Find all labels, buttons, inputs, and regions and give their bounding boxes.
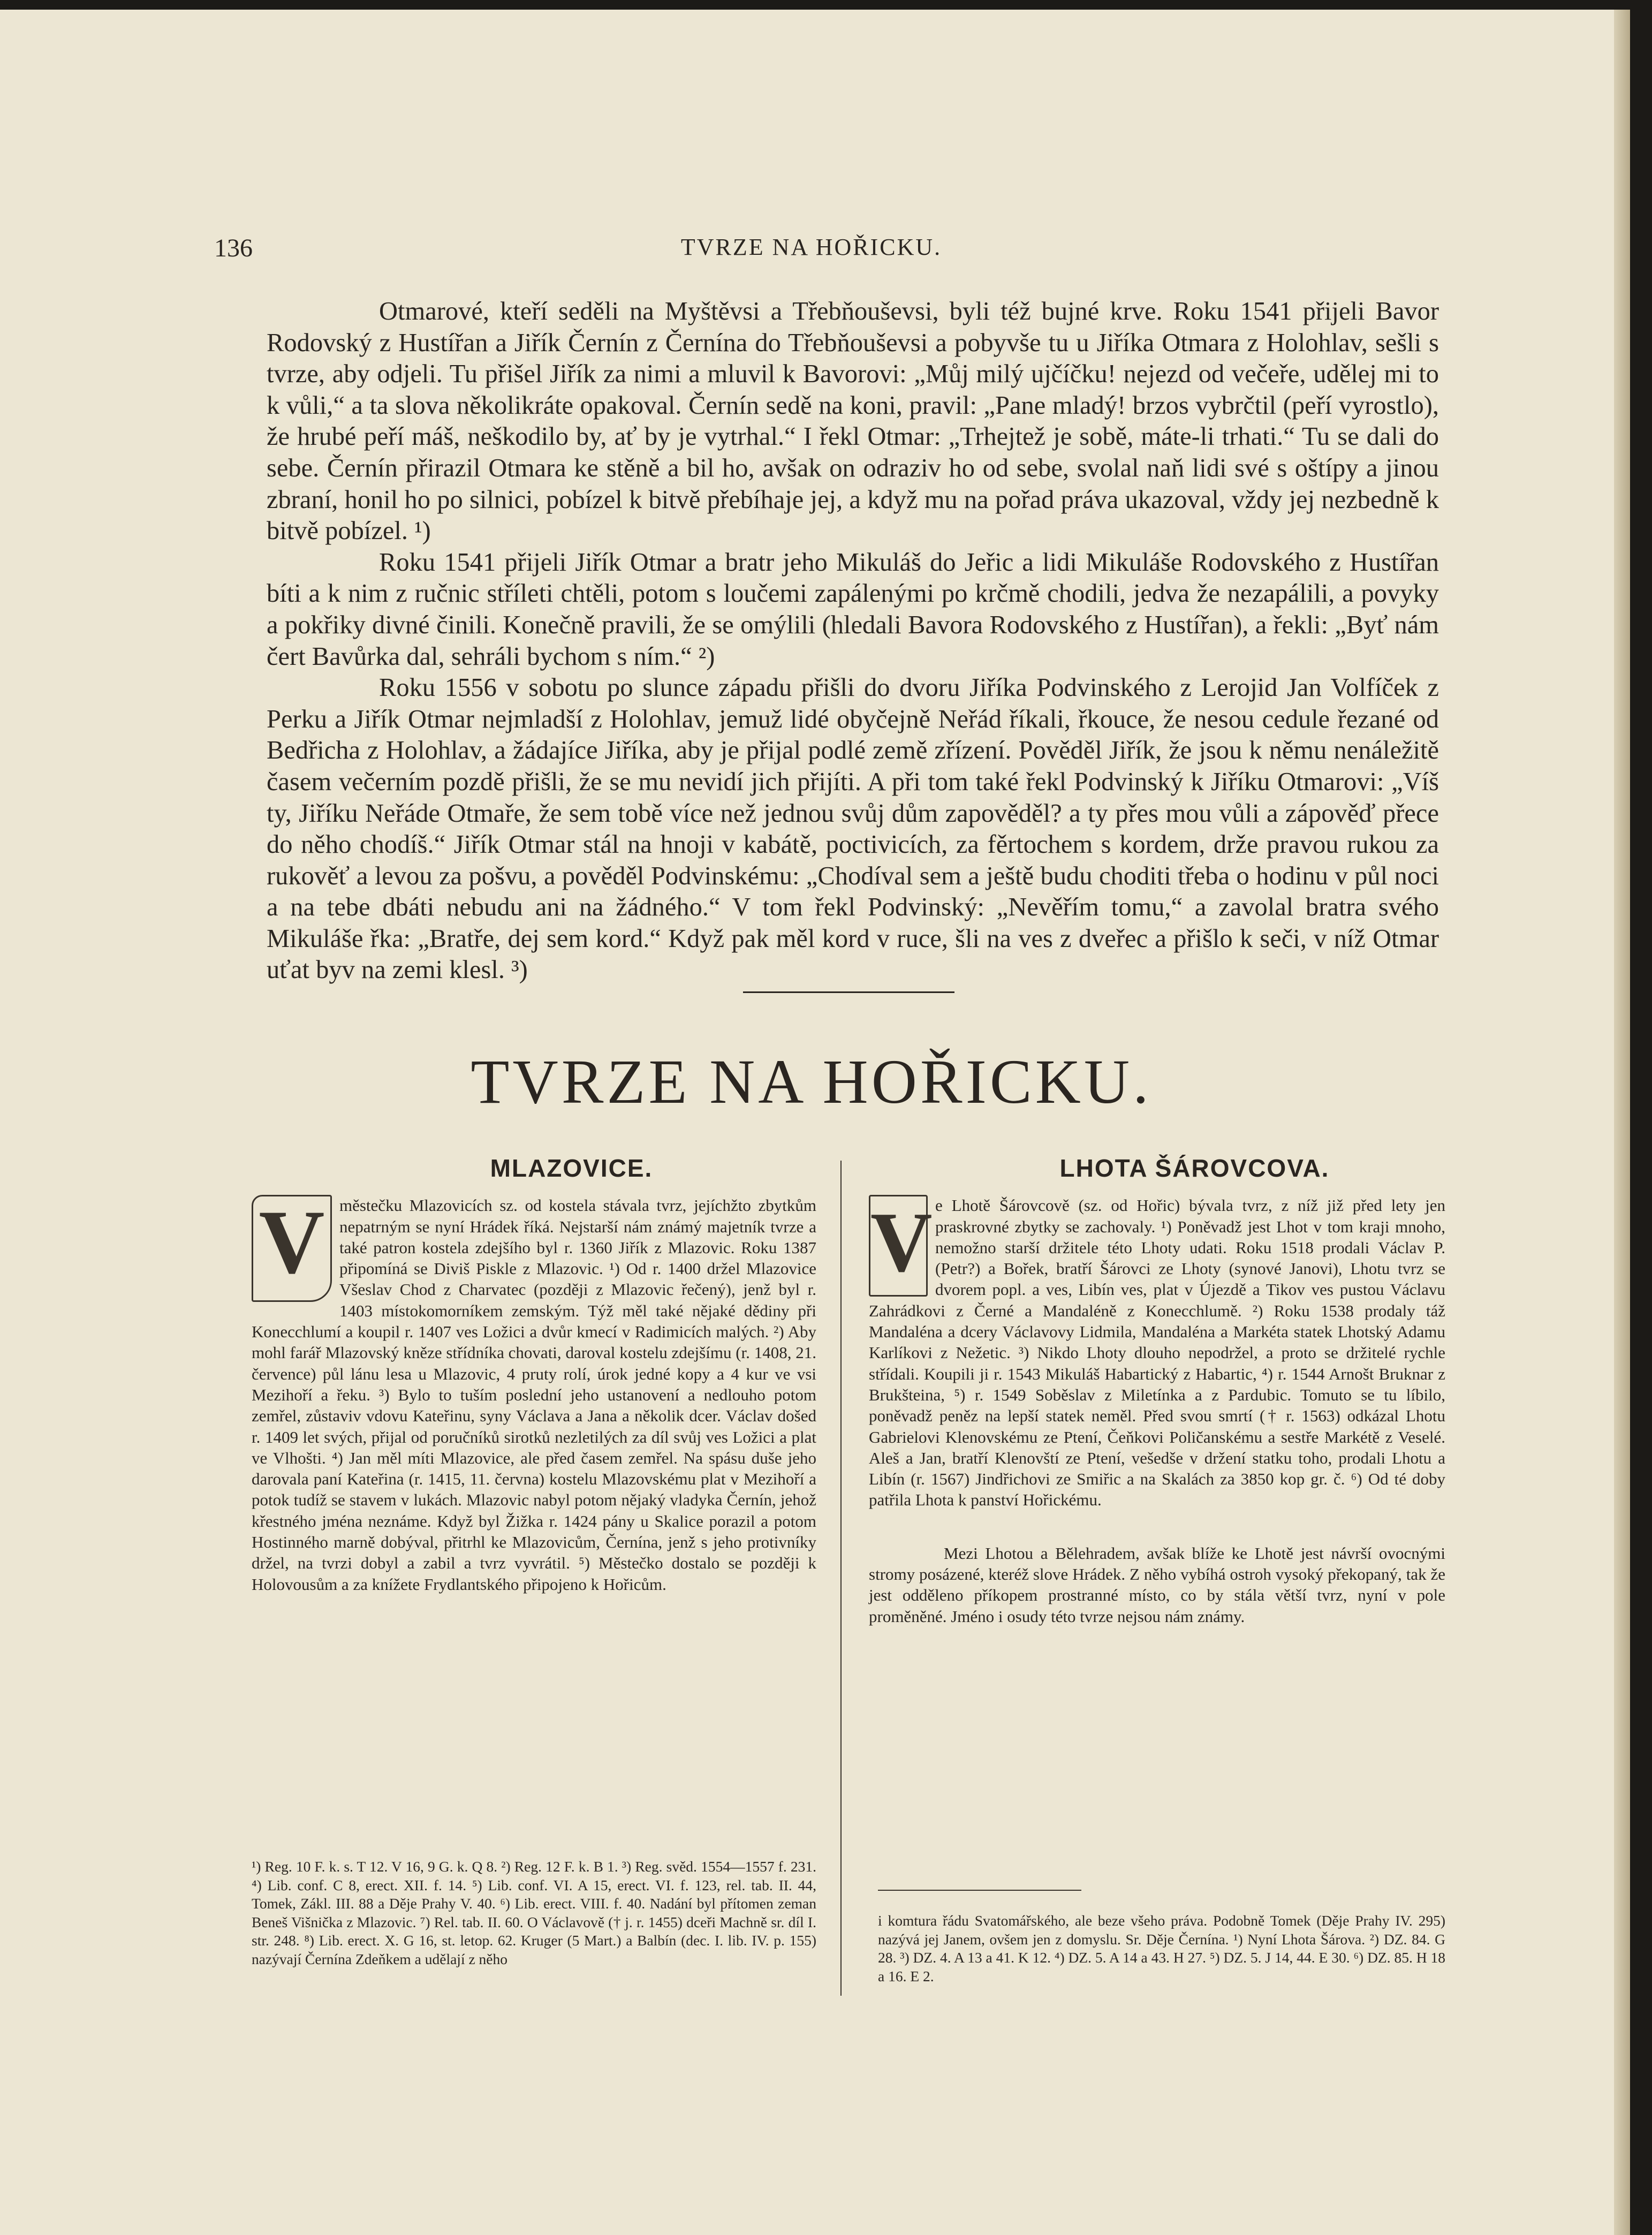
left-column bbox=[252, 1154, 816, 1595]
section-title-mlazovice: MLAZOVICE. bbox=[490, 1154, 653, 1182]
page-number: 136 bbox=[214, 234, 253, 262]
book-page bbox=[0, 10, 1630, 2235]
section-title-lhota: LHOTA ŠÁROVCOVA. bbox=[1059, 1154, 1330, 1182]
column-paragraph: městečku Mlazovicích sz. od kostela stávala tvrz, jejíchžto zbytkům nepatrným se nyní Hrádek říká. Nejstarší nám známý majetník tvrze a také patron kostela zdejšího byl r. 1360 Jiřík z Mlazovic. Roku 1387 připomíná se Diviš Piskle z Mlazovic. ¹) Od r. 1400 držel Mlazovice Všeslav Chod z Charvatec (později z Mlazovic řečený), jenž byl r. 1403 místokomorníkem zemským. Týž měl také nějaké dědiny při Konecchlumí a koupil r. 1407 ves Ložici a dvůr kmecí v Radimicích malých. ²) Aby mohl farář Mlazovský kněze střídníka chovati, daroval kostelu zdejšímu (r. 1408, 21. července) půl lánu lesa u Mlazovic, 4 pruty rolí, úrok jedné kopy a 4 kur ve vsi Mezihoří a řeku. ³) Bylo to tuším poslední jeho ustanovení a nedlouho potom zemřel, zůstaviv vdovu Kateřinu, syny Václava a Jana a několik dcer. Václav došed r. 1409 let svých, přijal od poručníků sirotků nezletilých za díl svůj ves Ložici a plat ve Vlhošti. ⁴) Jan měl míti Mlazovice, ale před časem zemřel. Na spásu duše jeho darovala paní Kateřina (r. 1415, 11. června) kostelu Mlazovskému plat v Mezihoří a potok tudíž se stavem v lukách. Mlazovic nabyl potom nějaký vladyka Černín, jehož křestného jména neznáme. Když byl Žižka r. 1424 pány u Skalice porazil a potom Hostinného marně dobýval, přitrhl ke Mlazovicům, Černína, jenž s jeho protivníky držel, na tvrzi dobyl a zabil a tvrz vyvrátil. ⁵) Městečko dostalo se později k Holovousům a za knížete Frydlantského připojeno k Hořicům. bbox=[252, 1196, 816, 1594]
ornamental-initial: V bbox=[252, 1195, 332, 1302]
ornamental-initial: V bbox=[869, 1195, 928, 1297]
right-column bbox=[869, 1154, 1445, 1627]
body-paragraph: Roku 1541 přijeli Jiřík Otmar a bratr jeho Mikuláš do Jeřic a lidi Mikuláše Rodovského z Hustířan bíti a k nim z ručnic stříleti chtěli, potom s loučemi zapálenými po krčmě chodili, jedva že nezapálili, a povyky a pokřiky divné činili. Konečně pravili, že se omýlili (hledali Bavora Rodovského z Hustířan), a řekli: „Byť nám čert Bavůrka dal, sehráli bychom s ním.“ ²) bbox=[267, 548, 1439, 671]
body-text bbox=[267, 296, 1439, 986]
running-head: TVRZE NA HOŘICKU. bbox=[680, 234, 942, 260]
column-paragraph: e Lhotě Šárovcově (sz. od Hořic) bývala tvrz, z níž již před lety jen praskrovné zbytky se zachovaly. ¹) Poněvadž jest Lhot v tom kraji mnoho, nemožno starší držitele této Lhoty udati. Roku 1518 prodali Václav P. (Petr?) a Bořek, bratří Šárovci ze Lhoty (synové Janovi), Lhotu tvrz se dvorem popl. a ves, Libín ves, plat v Újezdě a Tikov ves pustou Václavu Zahrádkovi z Černé a Mandaléně z Konecchlumě. ²) Roku 1538 prodaly táž Mandaléna a dcery Václavovy Lidmila, Mandaléna a Markéta statek Lhotský Adamu Karlíkovi z Nežetic. ³) Nikdo Lhoty dlouho nepodržel, a proto se držitelé rychle střídali. Koupili ji r. 1543 Mikuláš Habartický z Habartic, ⁴) r. 1544 Arnošt Bruknar z Brukšteina, ⁵) r. 1549 Soběslav z Miletínka a z Pardubic. Tomuto se tu líbilo, poněvadž peněz na lepší statek neměl. Před svou smrtí († r. 1563) odkázal Lhotu Gabrielovi Klenovskému ze Ptení, Čeňkovi Poličanskému a sestře Markétě z Veselé. Aleš a Jan, bratří Klenovští ze Ptení, vešedše v držení statku toho, prodali Lhotu a Libín (r. 1567) Jindřichovi ze Smiřic a na Skalách za 3850 kop gr. č. ⁶) Od té doby patřila Lhota k panství Hořickému. bbox=[869, 1196, 1445, 1510]
footnotes-left: ¹) Reg. 10 F. k. s. T 12. V 16, 9 G. k. Q 8. ²) Reg. 12 F. k. B 1. ³) Reg. svěd. 1554—1557 f. 231. ⁴) Lib. conf. C 8, erect. XII. f. 14. ⁵) Lib. conf. VI. A 15, erect. VI. f. 123, rel. tab. II. 44, Tomek, Zákl. III. 88 a Děje Prahy V. 40. ⁶) Lib. erect. VIII. f. 40. Nadání byl přítomen zeman Beneš Višnička z Mlazovic. ⁷) Rel. tab. II. 60. O Václavově († j. r. 1455) dceři Machně sr. díl I. str. 248. ⁸) Lib. erect. X. G 16, st. letop. 62. Kruger (5 Mart.) a Balbín (dec. I. lib. IV. p. 155) nazývají Černína Zdeňkem a udělají z něho bbox=[252, 1858, 816, 1967]
body-paragraph: Otmarové, kteří seděli na Myštěvsi a Třebňouševsi, byli též bujné krve. Roku 1541 přijeli Bavor Rodovský z Hustířan a Jiřík Černín z Černína do Třebňouševsi a pobyvše tu u Jiříka Otmara z Holohlav, sešli s tvrze, aby odjeli. Tu přišel Jiřík za nimi a mluvil k Bavorovi: „Můj milý ujčíčku! nejezd od večeře, udělej mi to k vůli,“ a ta slova několikráte opakoval. Černín sedě na koni, pravil: „Pane mladý! brzos vybrčtil (peří vyrostlo), že hrubé peří máš, neškodilo by, ať by je vytrhal.“ I řekl Otmar: „Trhejtež je sobě, máte-li trhati.“ Tu se dali do sebe. Černín přirazil Otmara ke stěně a bil ho, avšak on odraziv ho od sebe, svolal naň lidi své s oštípy a jinou zbraní, honil ho po silnici, pobízel k bitvě přebíhaje jej, a když mu na pořad práva ukazoval, vždy jej nezbedně k bitvě pobízel. ¹) bbox=[267, 297, 1439, 546]
footnote-rule bbox=[878, 1890, 1081, 1891]
page-edge bbox=[1614, 10, 1630, 2235]
main-title: TVRZE NA HOŘICKU. bbox=[471, 1047, 1152, 1117]
footnotes-right: i komtura řádu Svatomářského, ale beze všeho práva. Podobně Tomek (Děje Prahy IV. 295) nazývá jej Janem, ovšem jen z domyslu. Sr. Děje Černína. ¹) Nyní Lhota Šárova. ²) DZ. 84. G 28. ³) DZ. 4. A 13 a 41. K 12. ⁴) DZ. 5. A 14 a 43. H 27. ⁵) DZ. 5. J 14, 44. E 30. ⁶) DZ. 85. H 18 a 16. E 2. bbox=[878, 1912, 1445, 1984]
page-header bbox=[0, 233, 1623, 266]
section-divider bbox=[743, 991, 954, 993]
column-rule bbox=[840, 1161, 842, 1996]
column-paragraph: Mezi Lhotou a Bělehradem, avšak blíže ke Lhotě jest návrší ovocnými stromy posázené, kteréž slove Hrádek. Z něho vybíhá ostroh vysoký překopaný, tak že jest odděleno příkopem prostranné místo, co by stála větší tvrz, nyní v pole proměněné. Jméno i osudy této tvrze nejsou nám známy. bbox=[869, 1543, 1445, 1626]
body-paragraph: Roku 1556 v sobotu po slunce západu přišli do dvoru Jiříka Podvinského z Lerojid Jan Volfíček z Perku a Jiřík Otmar nejmladší z Holohlav, jemuž lidé obyčejně Neřád říkali, řkouce, že nesou cedule řezané od Bedřicha z Holohlav, a žádajíce Jiříka, aby je přijal podlé země zřízení. Pověděl Jiřík, že jsou k němu nenáležitě časem večerním pozdě přišli, že se mu nevidí jich přijíti. A při tom také řekl Podvinský k Jiříku Otmarovi: „Víš ty, Jiříku Neřáde Otmaře, že sem tobě více než jednou svůj dům zapověděl? a ty přes mou vůli a zápověď přece do něho chodíš.“ Jiřík Otmar stál na hnoji v kabátě, poctivicích, za fěrtochem s kordem, drže pravou rukou za rukověť a levou za pošvu, a pověděl Podvinskému: „Chodíval sem a ještě budu choditi třeba o hodinu v půl noci a na tebe dbáti nebudu ani na žádného.“ V tom řekl Podvinský: „Nevěřím tomu,“ a zavolal bratra svého Mikuláše řka: „Bratře, dej sem kord.“ Když pak měl kord v ruce, šli na ves z dveřec a přišlo k seči, v níž Otmar uťat byv na zemi klesl. ³) bbox=[267, 673, 1439, 984]
